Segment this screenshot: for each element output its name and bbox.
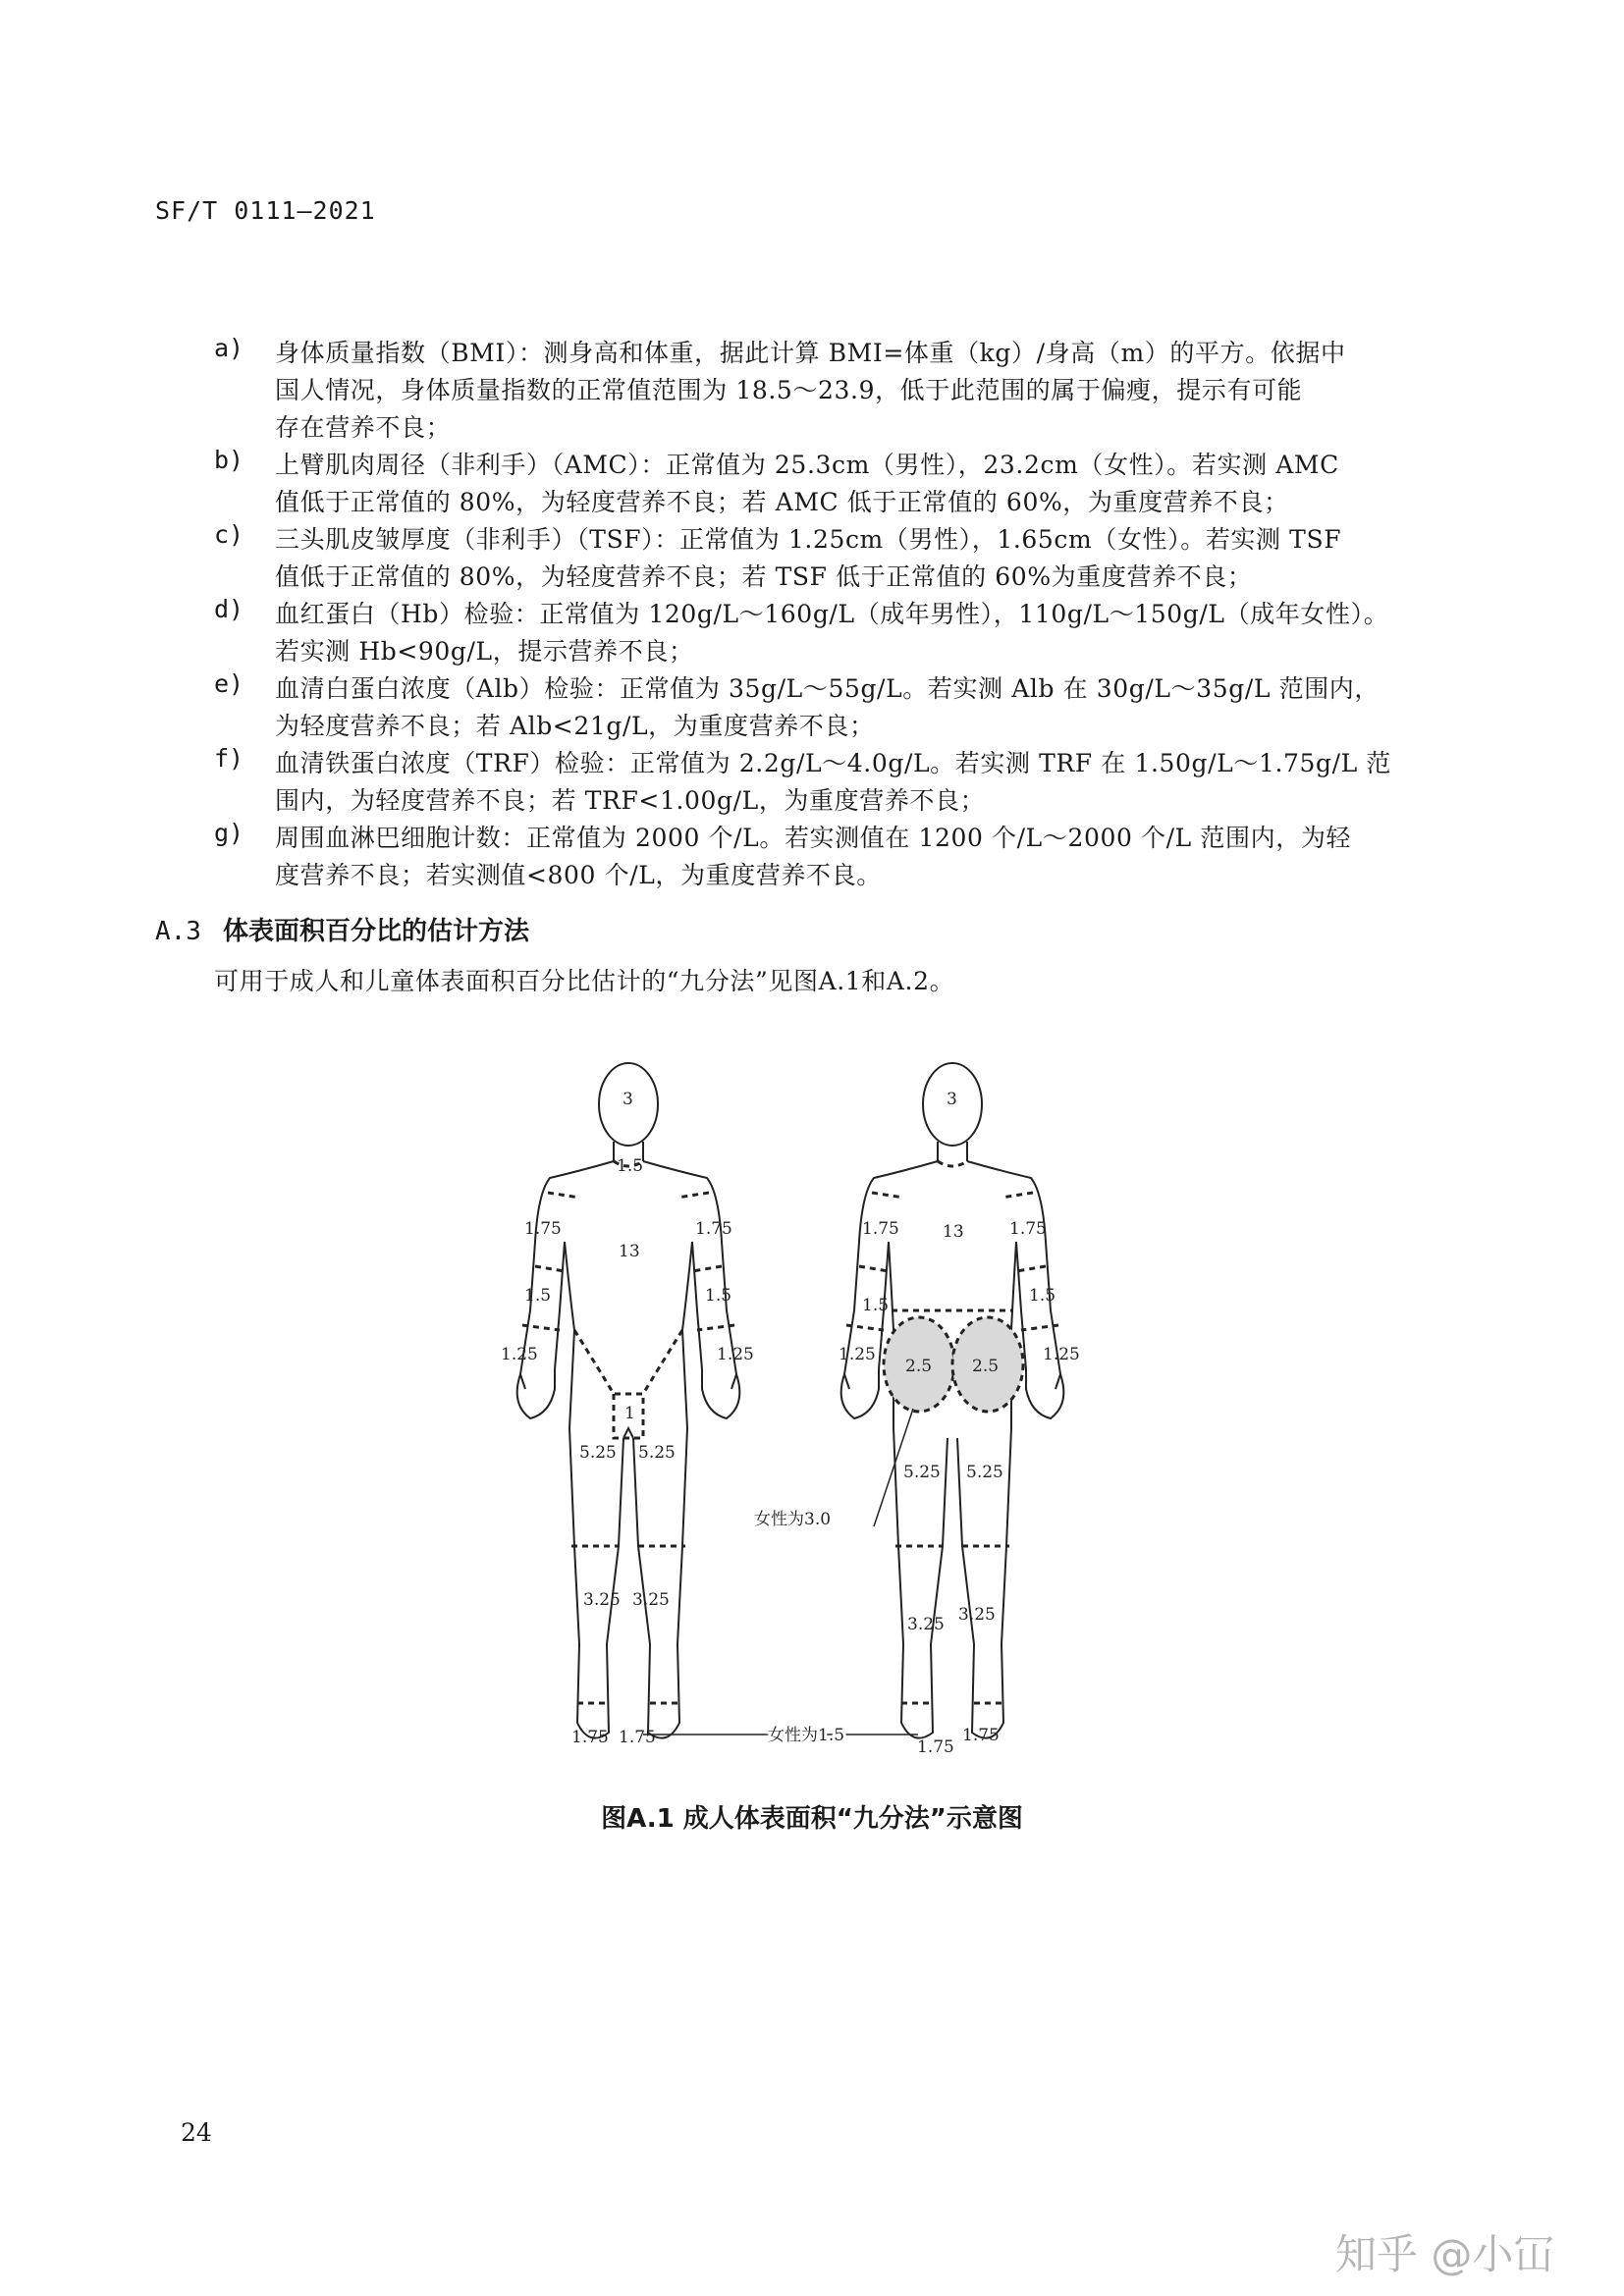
- front-thigh-left-label: 5.25: [579, 1443, 617, 1463]
- back-thigh-left-label: 5.25: [903, 1463, 941, 1482]
- front-hand-left-label: 1.25: [501, 1345, 538, 1364]
- front-forearm-left-label: 1.5: [524, 1286, 552, 1306]
- section-title: 体表面积百分比的估计方法: [222, 917, 529, 946]
- front-forearm-right-label: 1.5: [705, 1286, 732, 1306]
- watermark: 知乎 @小冚: [1335, 2230, 1555, 2278]
- back-forearm-left-label: 1.5: [862, 1296, 890, 1315]
- front-thigh-right-label: 5.25: [638, 1443, 676, 1463]
- list-item-line: 血清白蛋白浓度（Alb）检验：正常值为 35g/L～55g/L。若实测 Alb 在 30g/L～35g/L 范围内，: [275, 674, 1380, 703]
- back-foot-left-label: 1.75: [917, 1737, 954, 1757]
- list-marker: b): [214, 446, 244, 474]
- list-item-line: 值低于正常值的 80%，为轻度营养不良；若 AMC 低于正常值的 60%，为重度营养不良；: [275, 488, 1289, 516]
- back-leg-left-label: 3.25: [907, 1615, 945, 1634]
- list-marker: g): [214, 819, 244, 847]
- list-item-line: 上臂肌肉周径（非利手）（AMC）：正常值为 25.3cm（男性），23.2cm（女性）。若实测 AMC: [275, 451, 1339, 479]
- back-buttock-left-label: 2.5: [905, 1357, 933, 1376]
- section-paragraph: 可用于成人和儿童体表面积百分比估计的“九分法”见图A.1和A.2。: [214, 967, 955, 995]
- back-head-label: 3: [947, 1090, 957, 1109]
- back-leg-right-label: 3.25: [958, 1605, 996, 1625]
- list-item-line: 血清铁蛋白浓度（TRF）检验：正常值为 2.2g/L～4.0g/L。若实测 TRF 在 1.50g/L～1.75g/L 范: [275, 749, 1391, 777]
- list-item-line: 度营养不良；若实测值<800 个/L，为重度营养不良。: [275, 861, 882, 889]
- standard-code: SF/T 0111—2021: [155, 196, 376, 225]
- body-diagram: [481, 1016, 1149, 1772]
- list-item-line: 若实测 Hb<90g/L，提示营养不良；: [275, 637, 694, 666]
- list-marker: f): [214, 744, 244, 773]
- list-item-line: 围内，为轻度营养不良；若 TRF<1.00g/L，为重度营养不良；: [275, 786, 986, 815]
- front-genital-label: 1: [624, 1404, 635, 1423]
- front-leg-right-label: 3.25: [632, 1590, 670, 1610]
- figure-caption: 图A.1 成人体表面积“九分法”示意图: [601, 1804, 1023, 1834]
- front-hand-right-label: 1.25: [717, 1345, 754, 1364]
- back-hand-right-label: 1.25: [1043, 1345, 1080, 1364]
- rule-of-nines-figure: [481, 1016, 1149, 1772]
- page-number: 24: [181, 2118, 212, 2147]
- female-foot-note: 女性为1.5: [768, 1726, 845, 1745]
- front-upper-arm-left-label: 1.75: [524, 1219, 562, 1239]
- front-head-label: 3: [623, 1090, 633, 1109]
- list-marker: e): [214, 669, 244, 698]
- list-item-line: 三头肌皮皱厚度（非利手）（TSF）：正常值为 1.25cm（男性），1.65cm（女性）。若实测 TSF: [275, 525, 1342, 554]
- section-number: A.3: [155, 917, 201, 946]
- front-neck-label: 1.5: [617, 1156, 644, 1176]
- list-marker: a): [214, 334, 244, 362]
- front-upper-arm-right-label: 1.75: [695, 1219, 732, 1239]
- list-marker: d): [214, 595, 244, 623]
- back-thigh-right-label: 5.25: [966, 1463, 1003, 1482]
- back-forearm-right-label: 1.5: [1029, 1286, 1056, 1306]
- section-heading: [155, 911, 529, 947]
- back-figure: [841, 1063, 1064, 1738]
- list-item-line: 国人情况，身体质量指数的正常值范围为 18.5～23.9，低于此范围的属于偏瘦，提示有可能: [275, 376, 1303, 404]
- front-leg-left-label: 3.25: [583, 1590, 621, 1610]
- front-foot-right-label: 1.75: [619, 1728, 656, 1747]
- back-trunk-label: 13: [943, 1222, 964, 1242]
- list-item-line: 值低于正常值的 80%，为轻度营养不良；若 TSF 低于正常值的 60%为重度营养不良；: [275, 562, 1253, 591]
- back-upper-arm-right-label: 1.75: [1009, 1219, 1047, 1239]
- list-item-line: 为轻度营养不良；若 Alb<21g/L，为重度营养不良；: [275, 712, 875, 740]
- front-foot-left-label: 1.75: [571, 1728, 609, 1747]
- list-item-line: 周围血淋巴细胞计数：正常值为 2000 个/L。若实测值在 1200 个/L～2000 个/L 范围内，为轻: [275, 824, 1352, 852]
- female-buttock-note: 女性为3.0: [754, 1510, 832, 1529]
- back-upper-arm-left-label: 1.75: [862, 1219, 899, 1239]
- list-marker: c): [214, 520, 244, 549]
- back-foot-right-label: 1.75: [962, 1726, 1000, 1745]
- back-buttock-right-label: 2.5: [972, 1357, 1000, 1376]
- back-hand-left-label: 1.25: [839, 1345, 876, 1364]
- list-item-line: 身体质量指数（BMI）：测身高和体重，据此计算 BMI=体重（kg）/身高（m）的平方。依据中: [275, 339, 1346, 367]
- list-item-line: 存在营养不良；: [275, 413, 452, 442]
- list-item-line: 血红蛋白（Hb）检验：正常值为 120g/L～160g/L（成年男性），110g/L～150g/L（成年女性）。: [275, 600, 1389, 628]
- front-trunk-label: 13: [619, 1242, 640, 1261]
